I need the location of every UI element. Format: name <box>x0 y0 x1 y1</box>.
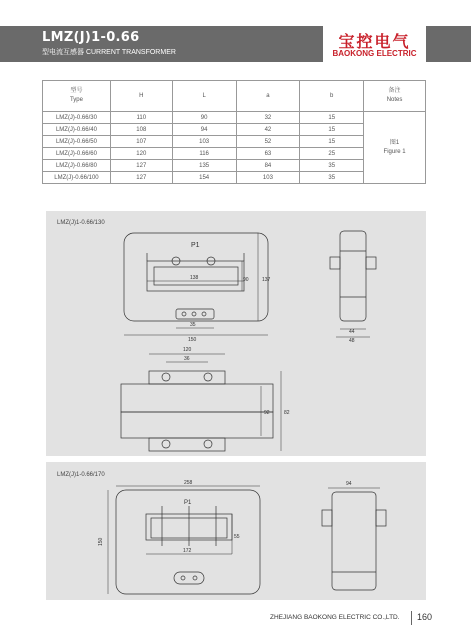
cell-b: 25 <box>300 148 364 160</box>
page-title: LMZ(J)1-0.66 <box>42 30 140 45</box>
brand-name-cn: 宝控电气 <box>338 34 411 51</box>
col-b-header: b <box>300 81 364 112</box>
ct-top-view-lower <box>121 412 273 438</box>
cell-a: 52 <box>236 136 300 148</box>
cell-a: 84 <box>236 160 300 172</box>
cell-h: 107 <box>110 136 172 148</box>
col-type-cn: 型号 <box>70 88 83 94</box>
dim-82: 82 <box>284 410 290 416</box>
ct-side-body <box>340 231 366 321</box>
dim-92: 92 <box>264 410 270 416</box>
spec-table <box>42 80 426 184</box>
cell-b: 15 <box>300 136 364 148</box>
dim-137: 137 <box>262 277 271 283</box>
dim-150: 150 <box>188 337 197 343</box>
dim-55: 55 <box>234 534 240 540</box>
cell-type: LMZ(J)-0.66/60 <box>43 148 111 160</box>
cell-type: LMZ(J)-0.66/50 <box>43 136 111 148</box>
footer-company: ZHEJIANG BAOKONG ELECTRIC CO.,LTD. <box>270 614 400 621</box>
cell-b: 35 <box>300 172 364 184</box>
cell-l: 94 <box>172 124 236 136</box>
cell-b: 15 <box>300 112 364 124</box>
dim-44: 44 <box>349 329 355 335</box>
dim-172: 172 <box>183 548 192 554</box>
col-type-en: Type <box>69 97 83 103</box>
footer-separator <box>411 611 412 625</box>
note-en: Figure 1 <box>383 148 406 155</box>
ct-terminal-2 <box>174 572 204 584</box>
ct-side-body-2 <box>332 492 376 590</box>
drawing-1-p1: P1 <box>191 242 200 249</box>
brand-name-en: BAOKONG ELECTRIC <box>332 49 417 58</box>
note-cn: 图1 <box>389 139 400 146</box>
drawing-1-label: LMZ(J)1-0.66/130 <box>57 220 105 226</box>
dim-138: 138 <box>190 275 199 281</box>
ct-top-view-upper <box>121 384 273 412</box>
cell-b: 35 <box>300 160 364 172</box>
page-subtitle: 型电流互感器 CURRENT TRANSFORMER <box>42 49 176 56</box>
col-notes-en: Notes <box>386 97 403 103</box>
cell-l: 90 <box>172 112 236 124</box>
brand-logo <box>323 26 426 62</box>
cell-l: 116 <box>172 148 236 160</box>
cell-b: 15 <box>300 124 364 136</box>
cell-h: 120 <box>110 148 172 160</box>
drawing-panel-1 <box>46 211 426 456</box>
page-number: 160 <box>417 612 433 622</box>
drawing-2-p1: P1 <box>184 500 192 506</box>
dim-90: 90 <box>243 277 249 283</box>
cell-type: LMZ(J)-0.66/30 <box>43 112 111 124</box>
dim-36: 36 <box>184 356 190 362</box>
table-row <box>43 112 426 124</box>
drawing-panel-2 <box>46 462 426 600</box>
ct-top-mount <box>149 371 225 384</box>
drawing-1-svg <box>46 211 426 456</box>
dim-150-v: 150 <box>98 537 104 546</box>
cell-l: 103 <box>172 136 236 148</box>
table-header-row <box>43 81 426 112</box>
cell-h: 127 <box>110 172 172 184</box>
col-type-header <box>43 81 111 112</box>
dim-258: 258 <box>184 480 193 486</box>
ct-bottom-mount <box>149 438 225 451</box>
cell-a: 103 <box>236 172 300 184</box>
col-notes-header <box>364 81 426 112</box>
cell-h: 127 <box>110 160 172 172</box>
col-a-header: a <box>236 81 300 112</box>
cell-a: 42 <box>236 124 300 136</box>
cell-notes <box>364 112 426 184</box>
dim-35: 35 <box>190 322 196 328</box>
cell-l: 135 <box>172 160 236 172</box>
dim-94: 94 <box>346 481 352 487</box>
cell-l: 154 <box>172 172 236 184</box>
dim-120: 120 <box>183 347 192 353</box>
cell-h: 110 <box>110 112 172 124</box>
cell-type: LMZ(J)-0.66/40 <box>43 124 111 136</box>
cell-type: LMZ(J)-0.66/100 <box>43 172 111 184</box>
cell-h: 108 <box>110 124 172 136</box>
drawing-2-svg <box>46 462 426 600</box>
drawing-2-label: LMZ(J)1-0.66/170 <box>57 472 105 478</box>
cell-a: 32 <box>236 112 300 124</box>
col-h-header: H <box>110 81 172 112</box>
cell-a: 63 <box>236 148 300 160</box>
dim-48: 48 <box>349 338 355 344</box>
col-notes-cn: 备注 <box>388 88 401 94</box>
col-l-header: L <box>172 81 236 112</box>
cell-type: LMZ(J)-0.66/80 <box>43 160 111 172</box>
